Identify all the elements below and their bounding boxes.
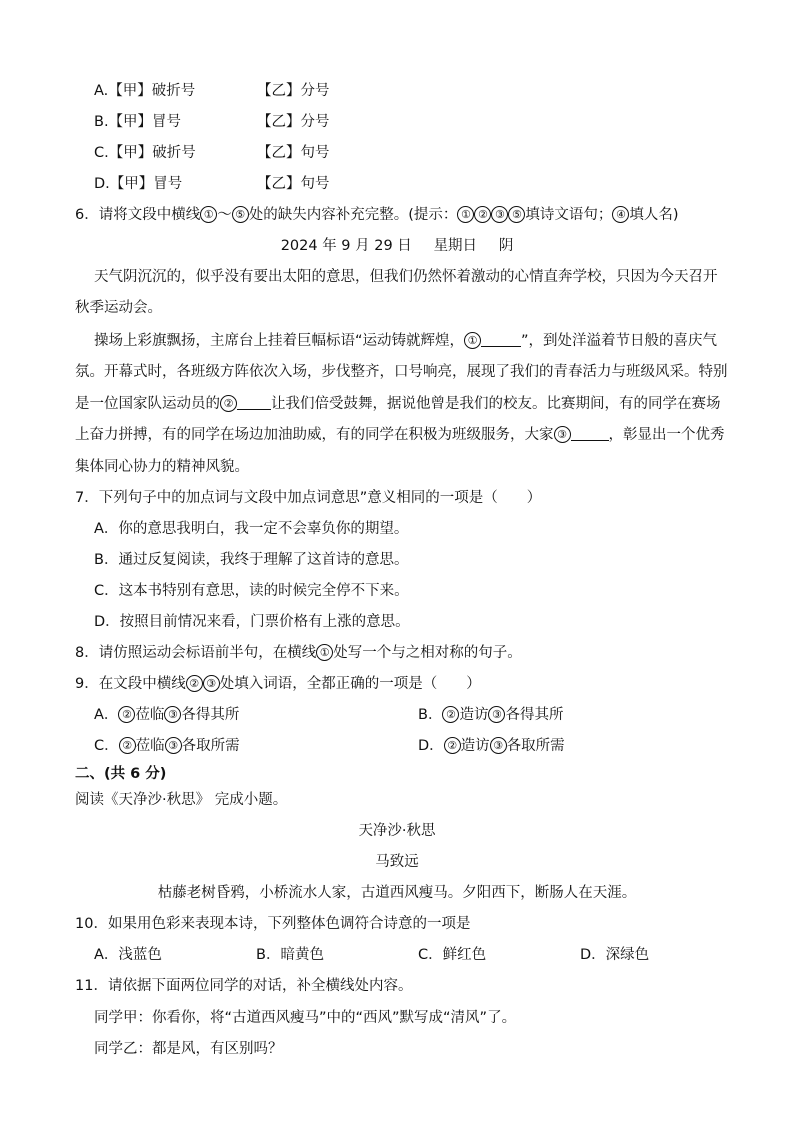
blank-marker: ① [464,332,481,349]
fill-blank [481,331,521,347]
question-10-option: B．暗黄色 [256,947,324,963]
diary-p2-line: 氛。开幕式时，各班级方阵依次入场，步伐整齐，口号响亮，展现了我们的青春活力与班级风采。特别 [75,364,728,380]
circle-number: ③ [203,675,220,692]
diary-p2-line: 上奋力拼搏，有的同学在场边加油助威，有的同学在积极为班级服务，大家 ③ ，彰显出一个优秀 [75,427,725,443]
question-10-option: D．深绿色 [580,947,650,963]
option-row [94,81,454,101]
option-b: 【乙】句号 [257,176,330,192]
question-7-option: D．按照目前情况来看，门票价格有上涨的意思。 [94,614,410,630]
option-row [94,174,454,194]
question-8: 8．请仿照运动会标语前半句，在横线 ① 处写一个与之相对称的句子。 [75,645,522,661]
diary-p1-line: 天气阴沉沉的，似乎没有要出太阳的意思，但我们仍然怀着激动的心情直奔学校，只因为今天召开 [94,269,718,285]
circle-number: ④ [612,206,629,223]
fill-blank [571,425,609,441]
question-10-stem: 10．如果用色彩来表现本诗，下列整体色调符合诗意的一项是 [75,916,471,932]
dialogue-line: 同学乙：都是风，有区别吗？ [94,1041,283,1057]
circle-number: ① [316,644,333,661]
circle-number: ① [457,206,474,223]
diary-date: 2024 年 9 月 29 日 [280,238,412,254]
question-7-stem: 7．下列句子中的加点词与文段中加点词意思”意义相同的一项是（ ） [75,490,542,506]
diary-weather: 阴 [498,238,514,254]
blank-marker: ③ [554,426,571,443]
question-7-option: C．这本书特别有意思，读的时候完全停不下来。 [94,583,409,599]
diary-p2-line: 是一位国家队运动员的 ② 让我们倍受鼓舞，据说他曾是我们的校友。比赛期间，有的同学在赛场 [75,396,721,412]
question-9-option: C． ② 莅临 ③ 各取所需 [94,738,240,754]
question-9-option: D． ② 造访 ③ 各取所需 [418,738,565,754]
poem-text: 枯藤老树昏鸦，小桥流水人家，古道西风瘦马。夕阳西下，断肠人在天涯。 [157,885,637,901]
circle-number: ① [200,206,217,223]
option-a: C.【甲】破折号 [94,145,196,161]
circle-number: ⑤ [508,206,525,223]
option-a: D.【甲】冒号 [94,176,183,192]
diary-header [0,236,794,256]
diary-p1-line: 秋季运动会。 [75,300,162,316]
circle-number: ③ [491,206,508,223]
section-heading: 二、(共 6 分) [75,766,167,782]
option-b: 【乙】句号 [257,145,330,161]
section-intro: 阅读《天净沙·秋思》 完成小题。 [75,792,288,808]
question-9-stem: 9．在文段中横线 ② ③ 处填入词语，全都正确的一项是（ ） [75,676,481,692]
poem-author: 马致远 [375,854,419,870]
option-b: 【乙】分号 [257,83,330,99]
circle-number: ② [186,675,203,692]
question-10-option: C．鲜红色 [418,947,487,963]
option-b: 【乙】分号 [257,114,330,130]
dialogue-line: 同学甲：你看你，将“古道西风瘦马”中的“西风”默写成“清风”了。 [94,1010,517,1026]
option-row [94,143,454,163]
blank-marker: ② [220,395,237,412]
question-7-option: B．通过反复阅读，我终于理解了这首诗的意思。 [94,552,409,568]
diary-weekday: 星期日 [433,238,478,254]
question-9-option: A． ② 莅临 ③ 各得其所 [94,707,240,723]
option-a: A.【甲】破折号 [94,83,196,99]
circle-number: ⑤ [232,206,249,223]
diary-p2-line: 集体同心协力的精神风貌。 [75,459,249,475]
question-7-option: A．你的意思我明白，我一定不会辜负你的期望。 [94,521,409,537]
question-9-option: B． ② 造访 ③ 各得其所 [418,707,564,723]
question-6: 6．请将文段中横线 ① ～ ⑤ 处的缺失内容补充完整。(提示： ① ② ③ ⑤ 填诗文语句； ④ 填人名) [75,207,679,223]
poem-title: 天净沙·秋思 [358,823,436,839]
question-10-option: A．浅蓝色 [94,947,162,963]
fill-blank [237,394,271,410]
option-row [94,112,454,132]
option-a: B.【甲】冒号 [94,114,182,130]
diary-p2-line: 操场上彩旗飘扬，主席台上挂着巨幅标语“运动铸就辉煌， ① ”，到处洋溢着节日般的喜庆气 [94,333,718,349]
circle-number: ② [474,206,491,223]
question-11-stem: 11．请依据下面两位同学的对话，补全横线处内容。 [75,978,413,994]
